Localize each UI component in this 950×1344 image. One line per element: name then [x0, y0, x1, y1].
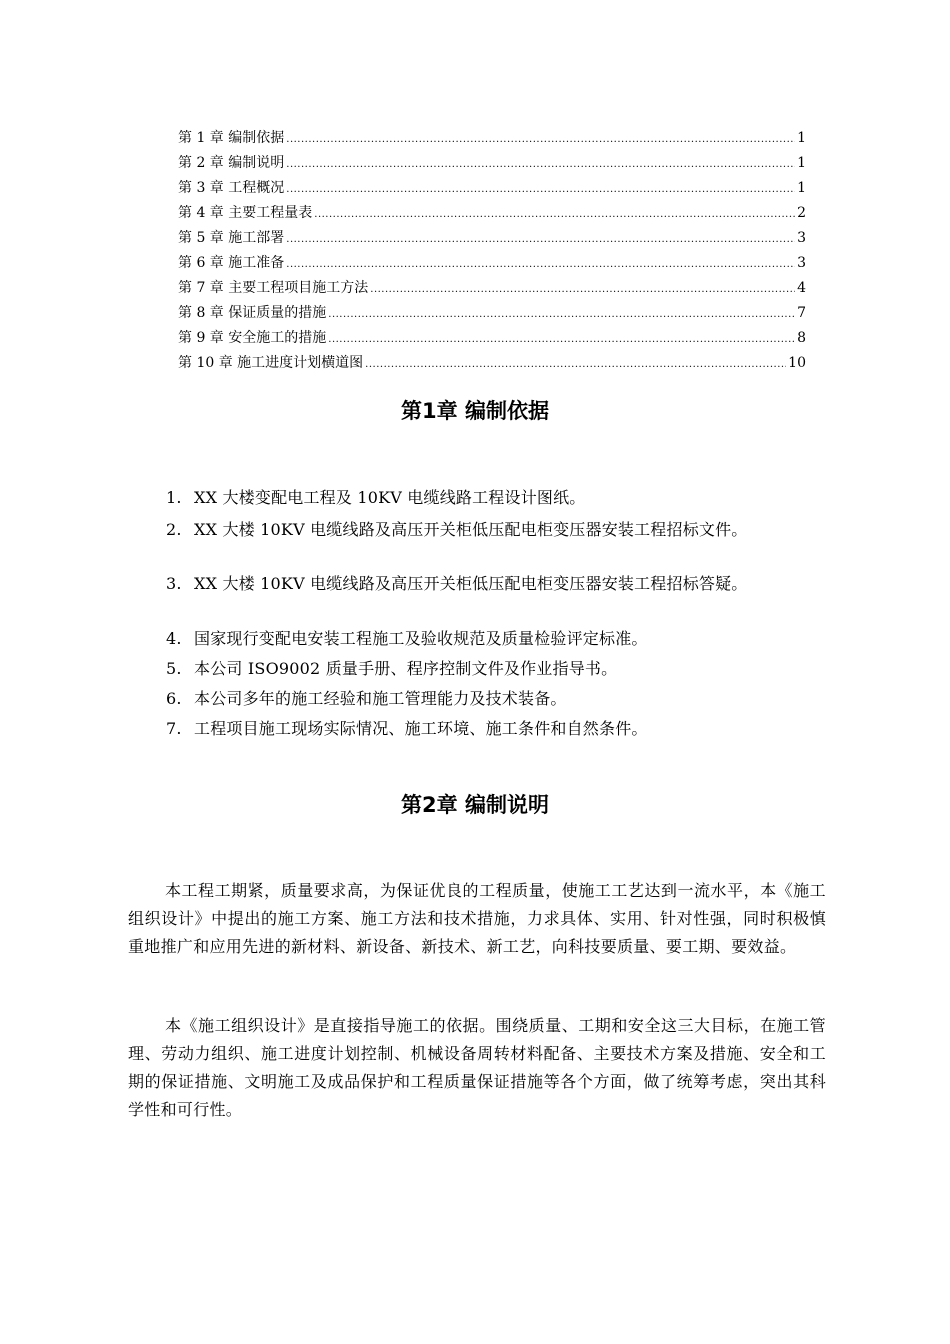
list-item-number: 2.	[166, 520, 182, 539]
toc-leader-dots	[286, 127, 795, 152]
toc-leader-dots	[286, 177, 795, 202]
toc-leader-dots	[286, 152, 795, 177]
toc-leader-dots	[286, 227, 795, 252]
list-item	[166, 517, 748, 540]
toc-entry-title: 第 6 章 施工准备	[178, 255, 285, 271]
list-item-text: XX 大楼变配电工程及 10KV 电缆线路工程设计图纸。	[194, 488, 586, 507]
list-item-number: 6.	[166, 689, 182, 708]
toc-entry-page: 1	[797, 130, 806, 146]
list-item	[166, 485, 586, 508]
toc-entry-title: 第 8 章 保证质量的措施	[178, 305, 327, 321]
toc-entry[interactable]	[178, 151, 806, 176]
toc-leader-dots	[328, 302, 795, 327]
toc-entry-page: 4	[797, 280, 806, 296]
toc-entry-page: 7	[797, 305, 806, 321]
list-item-text: XX 大楼 10KV 电缆线路及高压开关柜低压配电柜变压器安装工程招标答疑。	[194, 574, 748, 593]
toc-entry[interactable]	[178, 176, 806, 201]
toc-entry-page: 1	[797, 180, 806, 196]
list-item-number: 5.	[166, 659, 182, 678]
toc-entry-title: 第 7 章 主要工程项目施工方法	[178, 280, 369, 296]
toc-entry-page: 2	[797, 205, 806, 221]
toc-entry[interactable]	[178, 276, 806, 301]
toc-entry-title: 第 10 章 施工进度计划横道图	[178, 355, 364, 371]
list-item-text: XX 大楼 10KV 电缆线路及高压开关柜低压配电柜变压器安装工程招标文件。	[194, 520, 748, 539]
toc-entry[interactable]	[178, 126, 806, 151]
toc-entry-page: 10	[788, 355, 806, 371]
toc-entry-title: 第 3 章 工程概况	[178, 180, 285, 196]
paragraph: 本《施工组织设计》是直接指导施工的依据。围绕质量、工期和安全这三大目标，在施工管理、劳动力组织、施工进度计划控制、机械设备周转材料配备、主要技术方案及措施、安全和工期的保证措施、文明施工及成品保护和工程质量保证措施等各个方面，做了统筹考虑，突出其科学性和可行性。	[128, 1016, 826, 1119]
toc-entry-title: 第 2 章 编制说明	[178, 155, 285, 171]
toc-entry[interactable]	[178, 201, 806, 226]
toc-leader-dots	[365, 352, 786, 377]
list-item-text: 本公司 ISO9002 质量手册、程序控制文件及作业指导书。	[194, 659, 618, 678]
toc-entry-title: 第 5 章 施工部署	[178, 230, 285, 246]
list-item	[166, 626, 648, 649]
table-of-contents	[178, 126, 806, 376]
list-item-text: 工程项目施工现场实际情况、施工环境、施工条件和自然条件。	[194, 719, 648, 738]
toc-entry-title: 第 1 章 编制依据	[178, 130, 285, 146]
list-item-text: 本公司多年的施工经验和施工管理能力及技术装备。	[194, 689, 567, 708]
list-item	[166, 686, 567, 709]
toc-entry-title: 第 4 章 主要工程量表	[178, 205, 313, 221]
list-item-number: 4.	[166, 629, 182, 648]
toc-leader-dots	[286, 252, 795, 277]
list-item	[166, 656, 617, 679]
toc-entry-page: 3	[797, 230, 806, 246]
list-item	[166, 571, 748, 594]
list-item-number: 7.	[166, 719, 182, 738]
toc-entry-page: 1	[797, 155, 806, 171]
list-item-number: 3.	[166, 574, 182, 593]
toc-entry[interactable]	[178, 301, 806, 326]
toc-entry[interactable]	[178, 226, 806, 251]
chapter-2-heading: 第2章 编制说明	[401, 793, 549, 817]
toc-entry[interactable]	[178, 326, 806, 351]
list-item-number: 1.	[166, 488, 182, 507]
list-item	[166, 716, 648, 739]
toc-entry-page: 3	[797, 255, 806, 271]
toc-leader-dots	[314, 202, 795, 227]
toc-entry-title: 第 9 章 安全施工的措施	[178, 330, 327, 346]
paragraph: 本工程工期紧，质量要求高，为保证优良的工程质量，使施工工艺达到一流水平，本《施工组织设计》中提出的施工方案、施工方法和技术措施，力求具体、实用、针对性强，同时积极慎重地推广和应用先进的新材料、新设备、新技术、新工艺，向科技要质量、要工期、要效益。	[128, 881, 826, 956]
toc-entry[interactable]	[178, 251, 806, 276]
toc-entry-page: 8	[797, 330, 806, 346]
toc-entry[interactable]	[178, 351, 806, 376]
chapter-1-heading: 第1章 编制依据	[401, 399, 549, 423]
list-item-text: 国家现行变配电安装工程施工及验收规范及质量检验评定标准。	[194, 629, 648, 648]
toc-leader-dots	[328, 327, 795, 352]
toc-leader-dots	[370, 277, 795, 302]
